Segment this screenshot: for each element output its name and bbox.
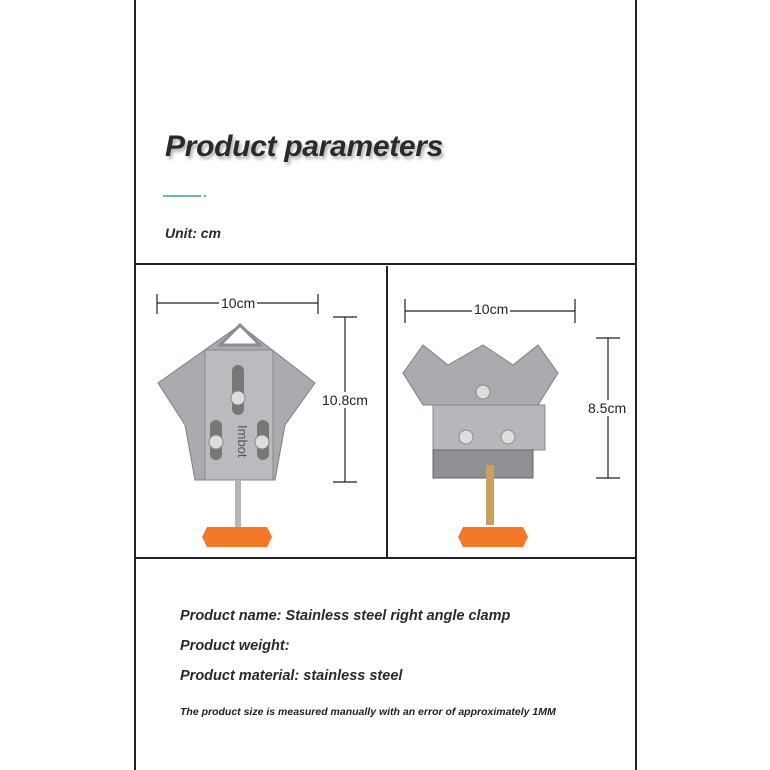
page-title: Product parameters	[165, 130, 444, 163]
frame-right-border	[635, 0, 637, 770]
product-material: Product material: stainless steel	[180, 668, 403, 684]
side-height-label: 8.5cm	[588, 400, 627, 416]
measurement-note: The product size is measured manually with an error of approximately 1MM	[180, 706, 556, 718]
product-weight: Product weight:	[180, 638, 290, 654]
accent-line	[163, 195, 201, 197]
unit-label: Unit: cm	[165, 225, 221, 241]
front-height-label: 10.8cm	[322, 392, 368, 408]
product-name: Product name: Stainless steel right angle clamp	[180, 608, 511, 624]
side-width-label: 10cm	[474, 301, 509, 317]
front-view-clamp-image	[135, 265, 385, 555]
divider-bottom	[134, 557, 636, 559]
front-width-label: 10cm	[221, 295, 256, 311]
svg-text:Imbot: Imbot	[235, 425, 250, 458]
accent-dot	[204, 195, 206, 197]
